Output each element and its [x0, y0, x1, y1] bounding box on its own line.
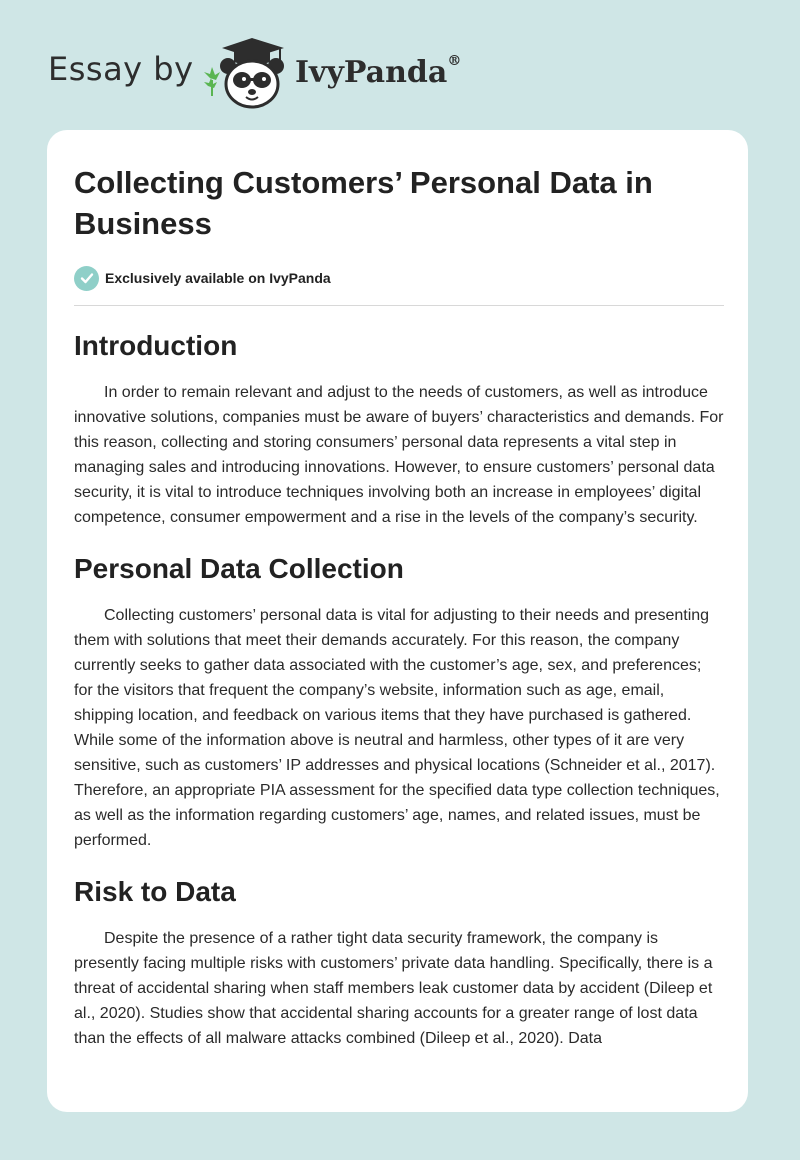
check-icon — [74, 266, 99, 291]
section-heading: Risk to Data — [74, 876, 236, 907]
section-heading: Introduction — [74, 330, 238, 361]
section-body: In order to remain relevant and adjust to the needs of customers, as well as introduce innovative solutions, companies must be aware of buyers’ characteristics and demands. For this reason, collecting and storing consumers’ personal data represents a vital step in managing sales and introducing innovations. However, to ensure customers’ personal data security, it is vital to introduce techniques involving both an increase in employees’ digital competence, consumer empowerment and a rise in the levels of the company’s security. — [74, 384, 724, 526]
section-body: Collecting customers’ personal data is vital for adjusting to their needs and presenting them with solutions that meet their demands accurately. For this reason, the company currently seeks to gather data associated with the customer’s age, sex, and preferences; for the visitors that frequent the company’s website, information such as age, email, shipping location, and feedback on various items that they have purchased is gathered. While some of the information above is neutral and harmless, other types of it are very sensitive, such as customers’ IP addresses and physical locations (Schneider et al., 2017). Therefore, an appropriate PIA assessment for the specified data type collection techniques, as well as the information regarding customers’ age, names, and related issues, must be performed. — [74, 607, 720, 849]
title-divider — [74, 305, 724, 306]
exclusive-badge-label: Exclusively available on IvyPanda — [105, 270, 331, 286]
ivy-leaf-icon — [204, 67, 220, 96]
section-introduction — [74, 328, 724, 530]
panda-graduate-icon[interactable] — [200, 34, 292, 110]
section-heading: Personal Data Collection — [74, 553, 404, 584]
brand-text: IvyPanda — [295, 55, 448, 90]
essay-by-label: Essay by — [48, 50, 194, 88]
exclusive-badge — [74, 264, 724, 292]
essay-content — [74, 162, 724, 1051]
essay-card — [47, 130, 748, 1112]
registered-mark: ® — [447, 53, 462, 69]
page-title: Collecting Customers’ Personal Data in Business — [74, 165, 653, 241]
section-personal-data-collection — [74, 551, 724, 853]
brand-name[interactable] — [295, 55, 461, 90]
section-body: Despite the presence of a rather tight data security framework, the company is presently facing multiple risks with customers’ private data handling. Specifically, there is a threat of accidental sharing when staff members leak customer data by accident (Dileep et al., 2020). Studies show that accidental sharing accounts for a greater range of lost data than the effects of all malware attacks combined (Dileep et al., 2020). Data — [74, 930, 713, 1047]
section-risk-to-data — [74, 874, 724, 1051]
site-header — [0, 0, 800, 130]
